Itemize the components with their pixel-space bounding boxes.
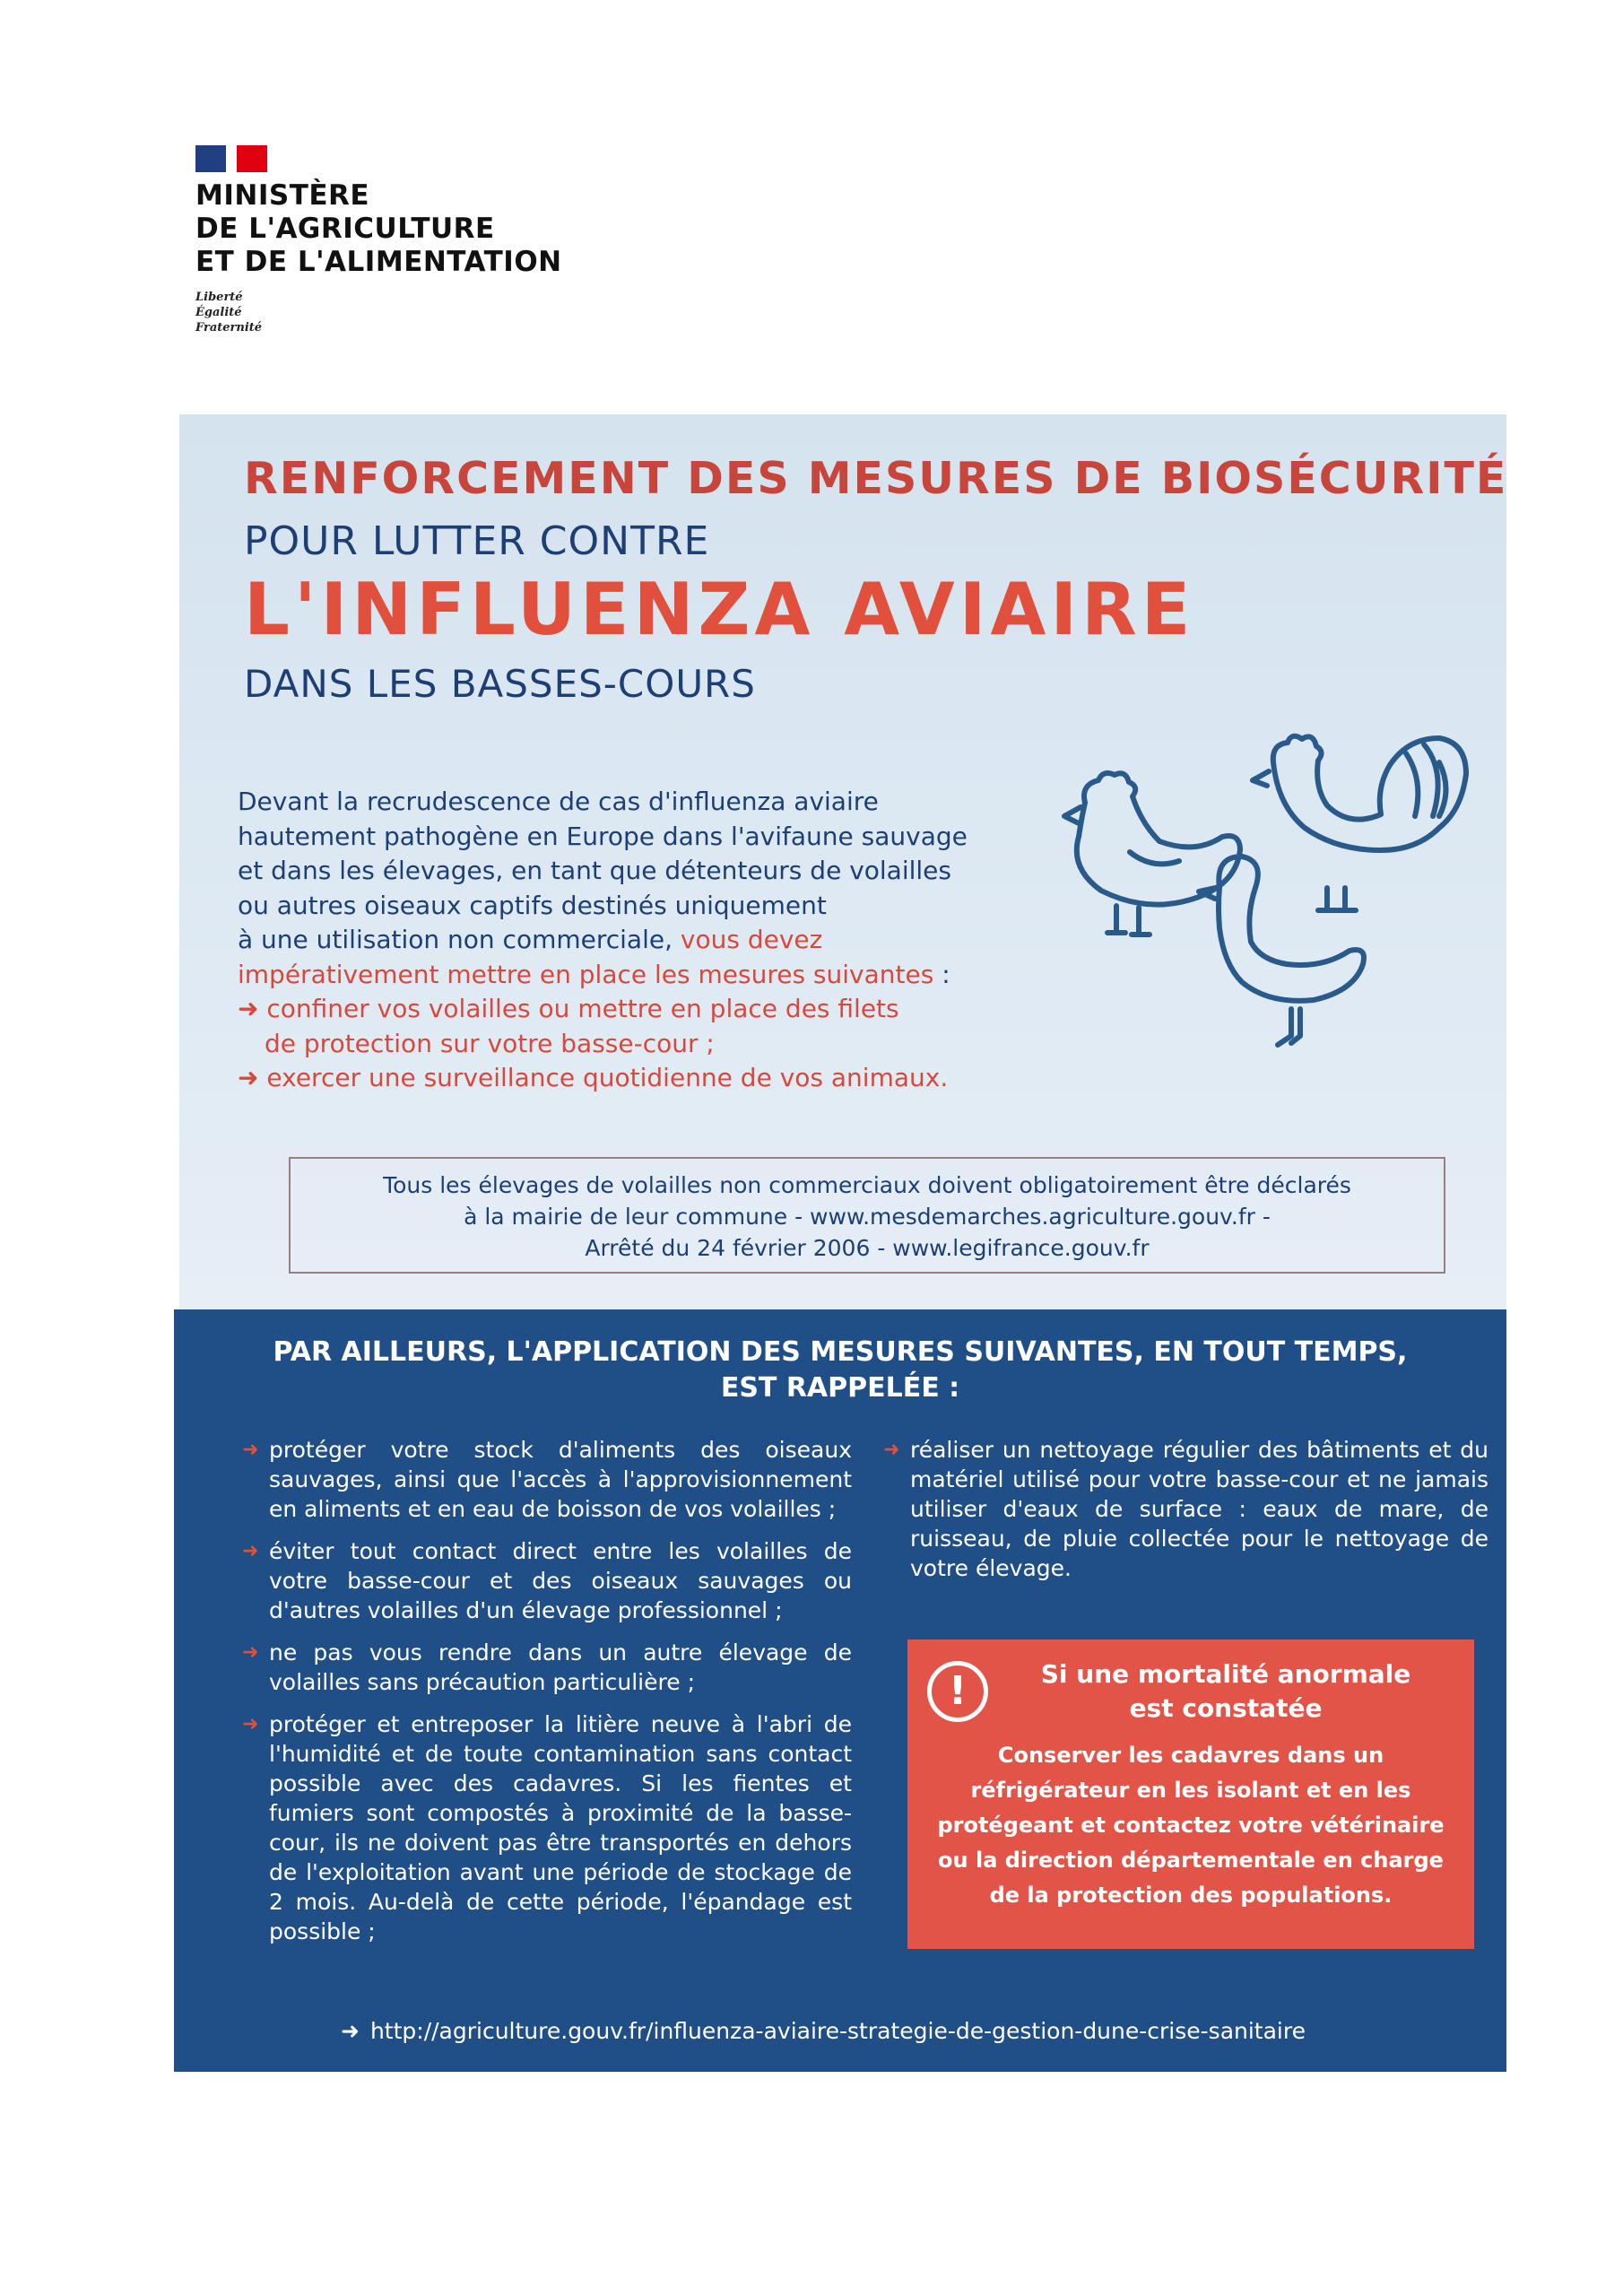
alert-body: Conserver les cadavres dans un réfrigérateur en les isolant et en les protégeant et contactez votre vétérinaire ou la direction départementale en charge de la protection des populations.: [937, 1743, 1445, 1908]
notice-line: Arrêté du 24 février 2006 - www.legifrance.gouv.fr: [585, 1235, 1150, 1261]
arrow-right-icon: ➜: [238, 994, 267, 1023]
arrow-right-icon: ➜: [883, 1439, 900, 1461]
reminder-left-column: [242, 1435, 852, 1959]
poster-title-line2: POUR LUTTER CONTRE: [244, 518, 710, 564]
motto-line: Fraternité: [195, 321, 263, 335]
measure-item-continued: de protection sur votre basse-cour ;: [265, 1028, 715, 1058]
measure-text: confiner vos volailles ou mettre en place des filets: [266, 994, 899, 1023]
ministry-line: DE L'AGRICULTURE: [195, 213, 495, 245]
arrow-right-icon: ➜: [238, 1063, 267, 1092]
reminder-item-text: éviter tout contact direct entre les volailles de votre basse-cour et des oiseaux sauvages ou d'autres volailles d'un élevage professionnel ;: [269, 1538, 852, 1623]
reminder-heading: [174, 1335, 1506, 1406]
warning-icon: !: [927, 1661, 988, 1722]
arrow-right-icon: ➜: [242, 1713, 259, 1735]
info-link-url[interactable]: http://agriculture.gouv.fr/influenza-aviaire-strategie-de-gestion-dune-crise-sanitaire: [369, 2018, 1306, 2044]
arrow-right-icon: ➜: [341, 2018, 360, 2044]
reminder-item: [242, 1709, 852, 1946]
measure-text: exercer une surveillance quotidienne de vos animaux.: [266, 1063, 949, 1092]
reminder-item: [242, 1435, 852, 1524]
intro-text: à une utilisation non commerciale,: [238, 925, 681, 954]
arrow-right-icon: ➜: [242, 1439, 259, 1461]
alert-title: [997, 1657, 1454, 1726]
intro-paragraph: [238, 785, 1027, 1096]
intro-line: hautement pathogène en Europe dans l'avifaune sauvage: [238, 821, 968, 851]
rooster-icon: [1253, 736, 1466, 910]
registration-notice: [289, 1157, 1445, 1274]
poultry-illustration: [1031, 718, 1488, 1058]
reminder-item: [883, 1435, 1488, 1583]
measure-item: [238, 1061, 1027, 1096]
notice-line: Tous les élevages de volailles non commerciaux doivent obligatoirement être déclarés: [383, 1172, 1351, 1198]
arrow-right-icon: ➜: [242, 1540, 259, 1562]
republic-motto: [195, 290, 562, 335]
ministry-line: ET DE L'ALIMENTATION: [195, 246, 562, 278]
mortality-alert-box: [907, 1639, 1474, 1949]
alert-title-line: est constatée: [1129, 1693, 1323, 1723]
hen-icon: [1064, 773, 1240, 935]
intro-line: ou autres oiseaux captifs destinés uniquement: [238, 890, 827, 920]
reminder-heading-line: EST RAPPELÉE :: [720, 1372, 960, 1404]
reminder-item-text: réaliser un nettoyage régulier des bâtiments et du matériel utilisé pour votre basse-cour et ne jamais utiliser d'eaux de surface : eaux de mare, de ruisseau, de pluie collectée pour le nettoyage de votre élevage.: [910, 1437, 1488, 1581]
marianne-flag-icon: [195, 145, 267, 172]
intro-text: :: [933, 959, 950, 989]
ministry-name: [195, 179, 562, 279]
intro-line: [238, 958, 1027, 993]
poster-title-line4: DANS LES BASSES-COURS: [244, 662, 756, 706]
motto-line: Égalité: [195, 306, 242, 319]
intro-emphasis: vous devez: [680, 925, 823, 954]
ministry-line: MINISTÈRE: [195, 179, 370, 212]
alert-title-line: Si une mortalité anormale: [1040, 1659, 1411, 1689]
reminder-item-text: protéger votre stock d'aliments des oiseaux sauvages, ainsi que l'accès à l'approvisionnement en aliments et en eau de boisson de vos volailles ;: [269, 1437, 852, 1522]
poster-title-line1: RENFORCEMENT DES MESURES DE BIOSÉCURITÉ: [244, 453, 1508, 504]
poster-title-main: L'INFLUENZA AVIAIRE: [244, 568, 1195, 651]
reminder-item: [242, 1536, 852, 1625]
ministry-logo: [195, 145, 562, 335]
reminder-right-column: [883, 1435, 1488, 1596]
reminder-item-text: protéger et entreposer la litière neuve à l'abri de l'humidité et de toute contamination sans contact possible avec des cadavres. Si les fientes et fumiers sont compostés à proximité de la basse-cour, ils ne doivent pas être transportés en dehors de l'exploitation avant une période de stockage de 2 mois. Au-delà de cette période, l'épandage est possible ;: [269, 1711, 852, 1944]
intro-line: Devant la recrudescence de cas d'influenza aviaire: [238, 787, 879, 816]
reminder-item-text: ne pas vous rendre dans un autre élevage de volailles sans précaution particulière ;: [269, 1639, 852, 1695]
intro-emphasis: impérativement mettre en place les mesures suivantes: [238, 959, 934, 989]
intro-line: et dans les élevages, en tant que détenteurs de volailles: [238, 856, 951, 885]
notice-line: à la mairie de leur commune - www.mesdemarches.agriculture.gouv.fr -: [464, 1204, 1271, 1230]
reminder-item: [242, 1638, 852, 1697]
reminder-heading-line: PAR AILLEURS, L'APPLICATION DES MESURES SUIVANTES, EN TOUT TEMPS,: [273, 1336, 1408, 1368]
arrow-right-icon: ➜: [242, 1641, 259, 1664]
measure-item: [238, 992, 1027, 1027]
motto-line: Liberté: [195, 291, 243, 304]
intro-line: [238, 923, 1027, 958]
info-link[interactable]: [341, 2018, 1306, 2044]
